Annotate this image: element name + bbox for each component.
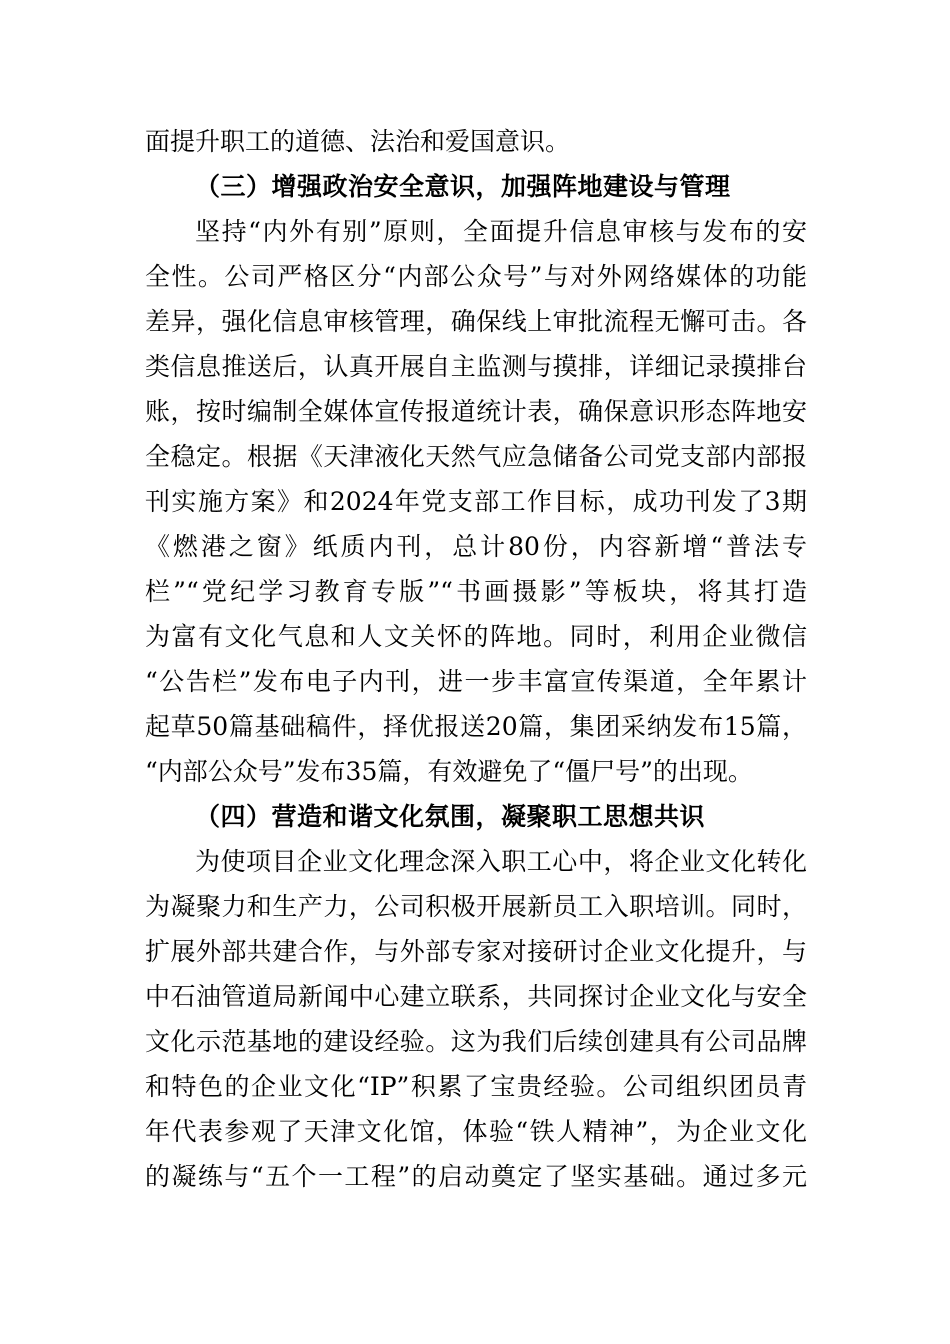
paragraph-line: 差异，强化信息审核管理，确保线上审批流程无懈可击。各 [145,307,807,336]
paragraph-line: 为凝聚力和生产力，公司积极开展新员工入职培训。同时， [145,892,807,921]
paragraph-line: 的凝练与“五个一工程”的启动奠定了坚实基础。通过多元 [145,1162,807,1191]
paragraph-line: 刊实施方案》和2024年党支部工作目标，成功刊发了3期 [145,487,807,516]
paragraph-line: 类信息推送后，认真开展自主监测与摸排，详细记录摸排台 [145,352,807,381]
paragraph-line: 文化示范基地的建设经验。这为我们后续创建具有公司品牌 [145,1027,807,1056]
paragraph-line: 坚持“内外有别”原则，全面提升信息审核与发布的安 [195,217,807,246]
paragraph-line: 中石油管道局新闻中心建立联系，共同探讨企业文化与安全 [145,982,807,1011]
paragraph-line: 扩展外部共建合作，与外部专家对接研讨企业文化提升，与 [145,937,807,966]
paragraph-line: “内部公众号”发布35篇，有效避免了“僵尸号”的出现。 [145,757,753,786]
paragraph-line: 账，按时编制全媒体宣传报道统计表，确保意识形态阵地安 [145,397,807,426]
paragraph-line: “公告栏”发布电子内刊，进一步丰富宣传渠道，全年累计 [145,667,807,696]
paragraph-line: 和特色的企业文化“IP”积累了宝贵经验。公司组织团员青 [145,1072,807,1101]
paragraph-line: 《燃港之窗》纸质内刊，总计80份，内容新增“普法专 [145,532,807,561]
paragraph-line: 起草50篇基础稿件，择优报送20篇，集团采纳发布15篇， [145,712,807,741]
paragraph-line: 为使项目企业文化理念深入职工心中，将企业文化转化 [195,847,807,876]
paragraph-line: 年代表参观了天津文化馆，体验“铁人精神”，为企业文化 [145,1117,807,1146]
paragraph-line: 全稳定。根据《天津液化天然气应急储备公司党支部内部报 [145,442,807,471]
paragraph-line: 为富有文化气息和人文关怀的阵地。同时，利用企业微信 [145,622,807,651]
paragraph-line: 面提升职工的道德、法治和爱国意识。 [145,127,571,156]
section-heading-3: （三）增强政治安全意识，加强阵地建设与管理 [195,172,731,201]
paragraph-line: 栏”“党纪学习教育专版”“书画摄影”等板块，将其打造 [145,577,807,606]
section-heading-4: （四）营造和谐文化氛围，凝聚职工思想共识 [195,802,706,831]
paragraph-line: 全性。公司严格区分“内部公众号”与对外网络媒体的功能 [145,262,807,291]
